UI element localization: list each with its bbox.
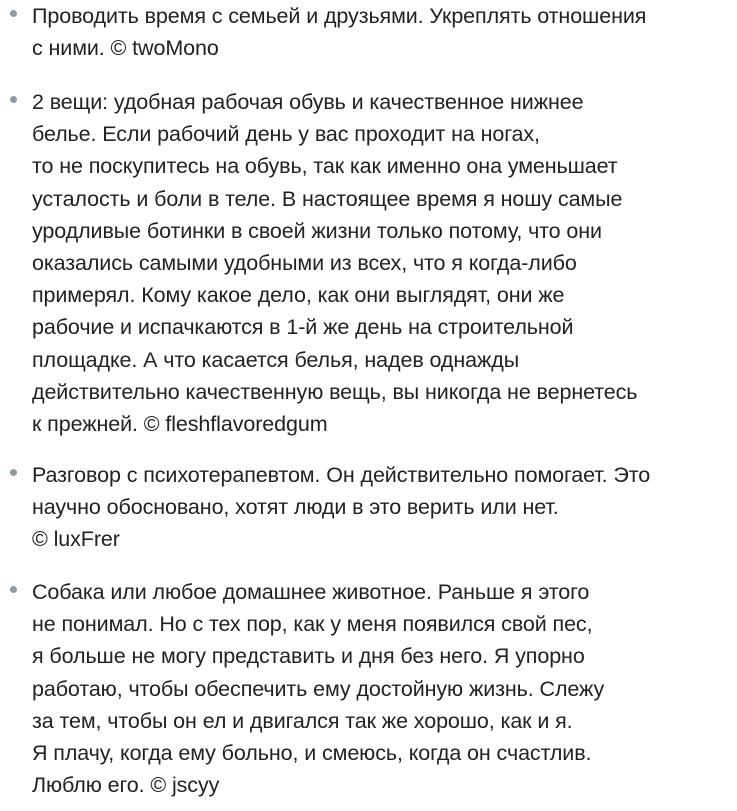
list-item-text: Проводить время с семьей и друзьями. Укреплять отношения с ними. © twoMono: [32, 4, 647, 61]
bullet-icon: [10, 586, 17, 593]
list-item-text: Собака или любое домашнее животное. Раньше я этого не понимал. Но с тех пор, как у меня появился свой пес, я больше не могу представить и дня без него. Я упорно работаю, чтобы обеспечить ему достойную жизнь. Слежу за тем, чтобы он ел и двигался так же хорошо, как и я. Я плачу, когда ему больно, и смеюсь, когда он счастлив. Люблю его. © jscyy: [32, 580, 605, 798]
bullet-icon: [10, 96, 17, 103]
bullet-icon: [10, 10, 17, 17]
list-item-text: 2 вещи: удобная рабочая обувь и качественное нижнее белье. Если рабочий день у вас проходит на ногах, то не поскупитесь на обувь, так как именно она уменьшает усталость и боли в теле. В настоящее время я ношу самые уродливые ботинки в своей жизни только потому, что они оказались самыми удобными из всех, что я когда-либо примерял. Кому какое дело, как они выглядят, они же рабочие и испачкаются в 1-й же день на строительной площадке. А что касается белья, надев однажды действительно качественную вещь, вы никогда не вернетесь к прежней. © fleshflavoredgum: [32, 90, 638, 437]
bullet-icon: [10, 469, 17, 476]
list-item-text: Разговор с психотерапевтом. Он действительно помогает. Это научно обосновано, хотят люди в это верить или нет. © luxFrer: [32, 463, 651, 552]
